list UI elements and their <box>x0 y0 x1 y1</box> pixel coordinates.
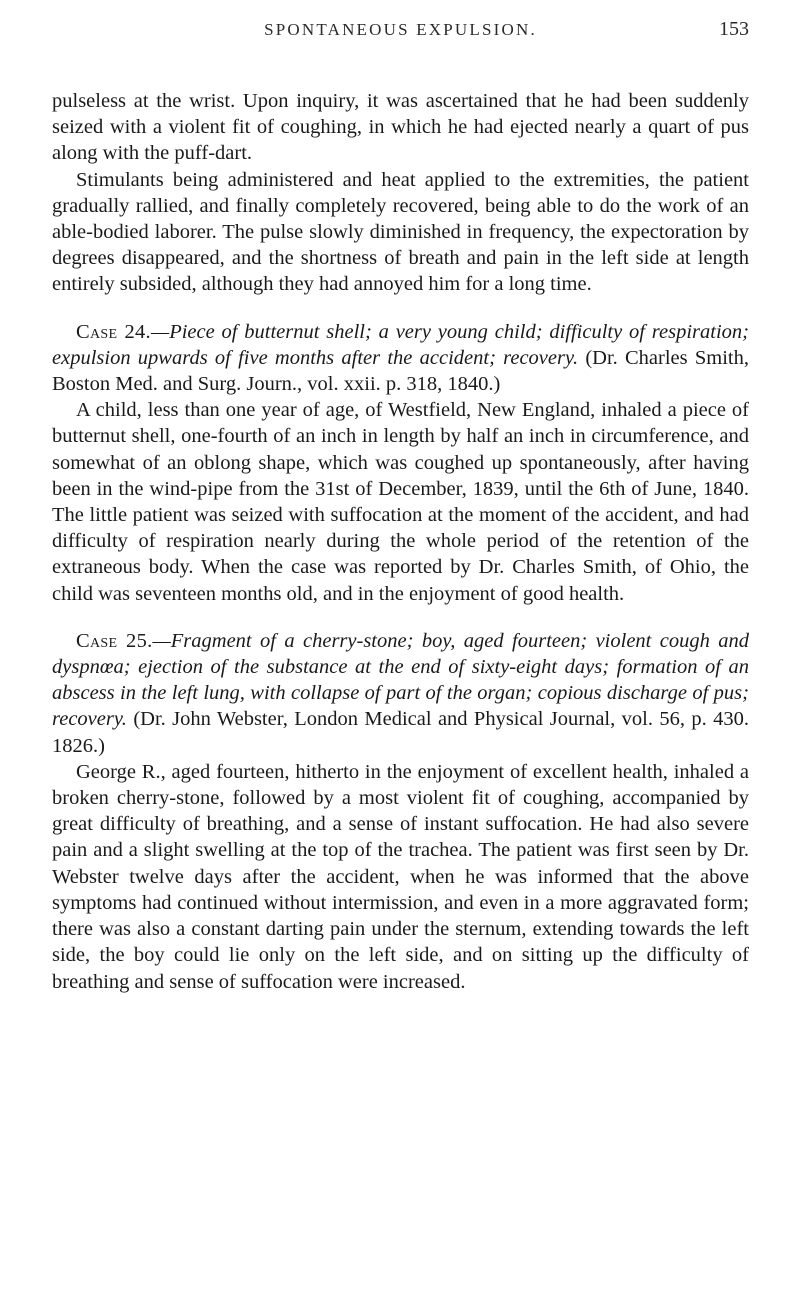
case-24-body: A child, less than one year of age, of Westfield, New England, inhaled a piece of butternut shell, one-fourth of an inch in length by half an inch in circumference, and somewhat of an oblong shape, which was coughed up spontaneously, after having been in the wind-pipe from the 31st of December, 1839, until the 6th of June, 1840. The little patient was seized with suffocation at the moment of the accident, and had difficulty of respiration nearly during the whole period of the retention of the extraneous body. When the case was reported by Dr. Charles Smith, of Ohio, the child was seventeen months old, and in the enjoyment of good health. <box>52 399 749 605</box>
case-24-summary: —Piece of butternut shell; a very young child; difficulty of respiration; expulsion upwards of five months after the accident; recovery. <box>52 320 749 369</box>
running-title: SPONTANEOUS EXPULSION. <box>264 20 537 39</box>
running-head <box>52 20 749 48</box>
paragraph-recovery: Stimulants being administered and heat applied to the extremities, the patient gradually rallied, and finally completely recovered, being able to do the work of an able-bodied laborer. The pulse slowly diminished in frequency, the expectoration by degrees disappeared, and the shortness of breath and pain in the left side at length entirely subsided, although they had annoyed him for a long time. <box>52 168 749 296</box>
case-25-body: George R., aged fourteen, hitherto in the enjoyment of excellent health, inhaled a broken cherry-stone, followed by a most violent fit of coughing, accompanied by great difficulty of breathing, and a sense of instant suffocation. He had also severe pain and a slight swelling at the top of the trachea. The patient was first seen by Dr. Webster twelve days after the accident, when he was informed that the above symptoms had continued without intermission, and even in a more aggravated form; there was also a constant darting pain under the sternum, extending towards the left side, the boy could lie only on the left side, and on sitting up the difficulty of breathing and sense of suffocation were increased. <box>52 760 749 993</box>
page-number: 153 <box>719 18 749 40</box>
case-25-summary: —Fragment of a cherry-stone; boy, aged fourteen; violent cough and dyspnœa; ejection of the substance at the end of sixty-eight days; formation of an abscess in the left lung, with collapse of part of the organ; copious discharge of pus; recovery. <box>52 629 749 731</box>
case-25-label: Case 25. <box>76 629 153 652</box>
case-25-heading <box>52 628 749 759</box>
body-text <box>52 88 749 995</box>
case-24-citation: (Dr. Charles Smith, Boston Med. and Surg. Journ., vol. xxii. p. 318, 1840.) <box>52 346 749 396</box>
paragraph-continuation: pulseless at the wrist. Upon inquiry, it was ascertained that he had been suddenly seized with a violent fit of coughing, in which he had ejected nearly a quart of pus along with the puff-dart. <box>52 90 749 165</box>
case-24-label: Case 24. <box>76 320 151 343</box>
case-25-citation: (Dr. John Webster, London Medical and Physical Journal, vol. 56, p. 430. 1826.) <box>52 708 749 757</box>
case-24-heading <box>52 319 749 398</box>
